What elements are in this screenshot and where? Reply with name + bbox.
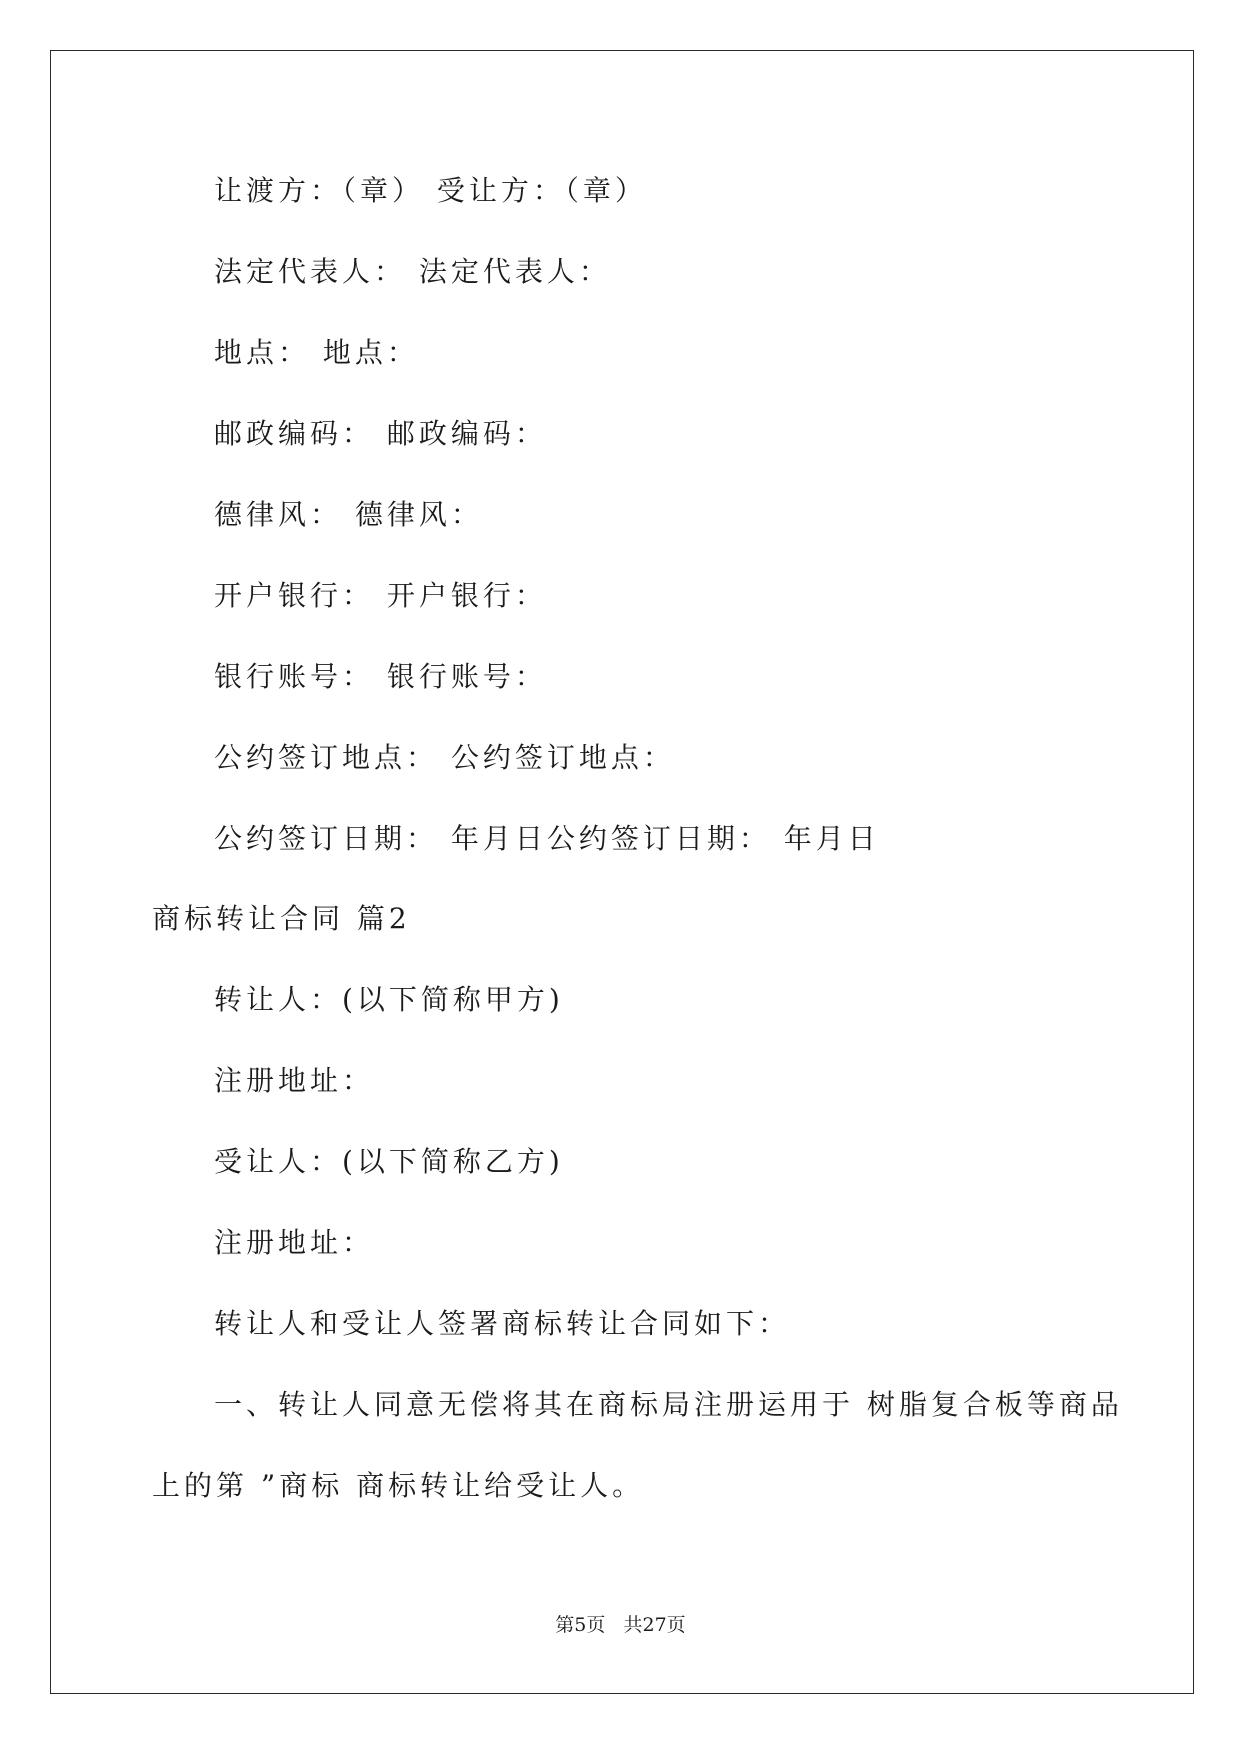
text-line-bank: 开户银行： 开户银行： bbox=[214, 579, 547, 612]
text-line-agreement-intro: 转让人和受让人签署商标转让合同如下： bbox=[214, 1307, 791, 1340]
text-line-transferor-address: 注册地址： bbox=[214, 1064, 375, 1097]
text-line-signing-date: 公约签订日期： 年月日公约签订日期： 年月日 bbox=[214, 822, 880, 855]
text-line-telephone: 德律风： 德律风： bbox=[214, 498, 483, 531]
text-line-clause-one-continued: 上的第 ”商标 商标转让给受让人。 bbox=[152, 1469, 645, 1502]
section-heading: 商标转让合同 篇2 bbox=[152, 902, 411, 935]
text-line-transferor: 转让人：(以下简称甲方) bbox=[214, 983, 564, 1016]
text-line-transferor-seal: 让渡方：（章） 受让方：（章） bbox=[214, 174, 647, 207]
page-number-footer: 第5页 共27页 bbox=[555, 1614, 686, 1636]
page-frame bbox=[50, 50, 1194, 1694]
text-line-transferee: 受让人：(以下简称乙方) bbox=[214, 1145, 564, 1178]
text-line-signing-place: 公约签订地点： 公约签订地点： bbox=[214, 741, 675, 774]
text-line-clause-one: 一、转让人同意无偿将其在商标局注册运用于 树脂复合板等商品 bbox=[214, 1388, 1123, 1421]
text-line-legal-representative: 法定代表人： 法定代表人： bbox=[214, 255, 611, 288]
text-line-bank-account: 银行账号： 银行账号： bbox=[214, 660, 547, 693]
text-line-postal-code: 邮政编码： 邮政编码： bbox=[214, 417, 547, 450]
text-line-location: 地点： 地点： bbox=[214, 336, 419, 369]
text-line-transferee-address: 注册地址： bbox=[214, 1226, 375, 1259]
